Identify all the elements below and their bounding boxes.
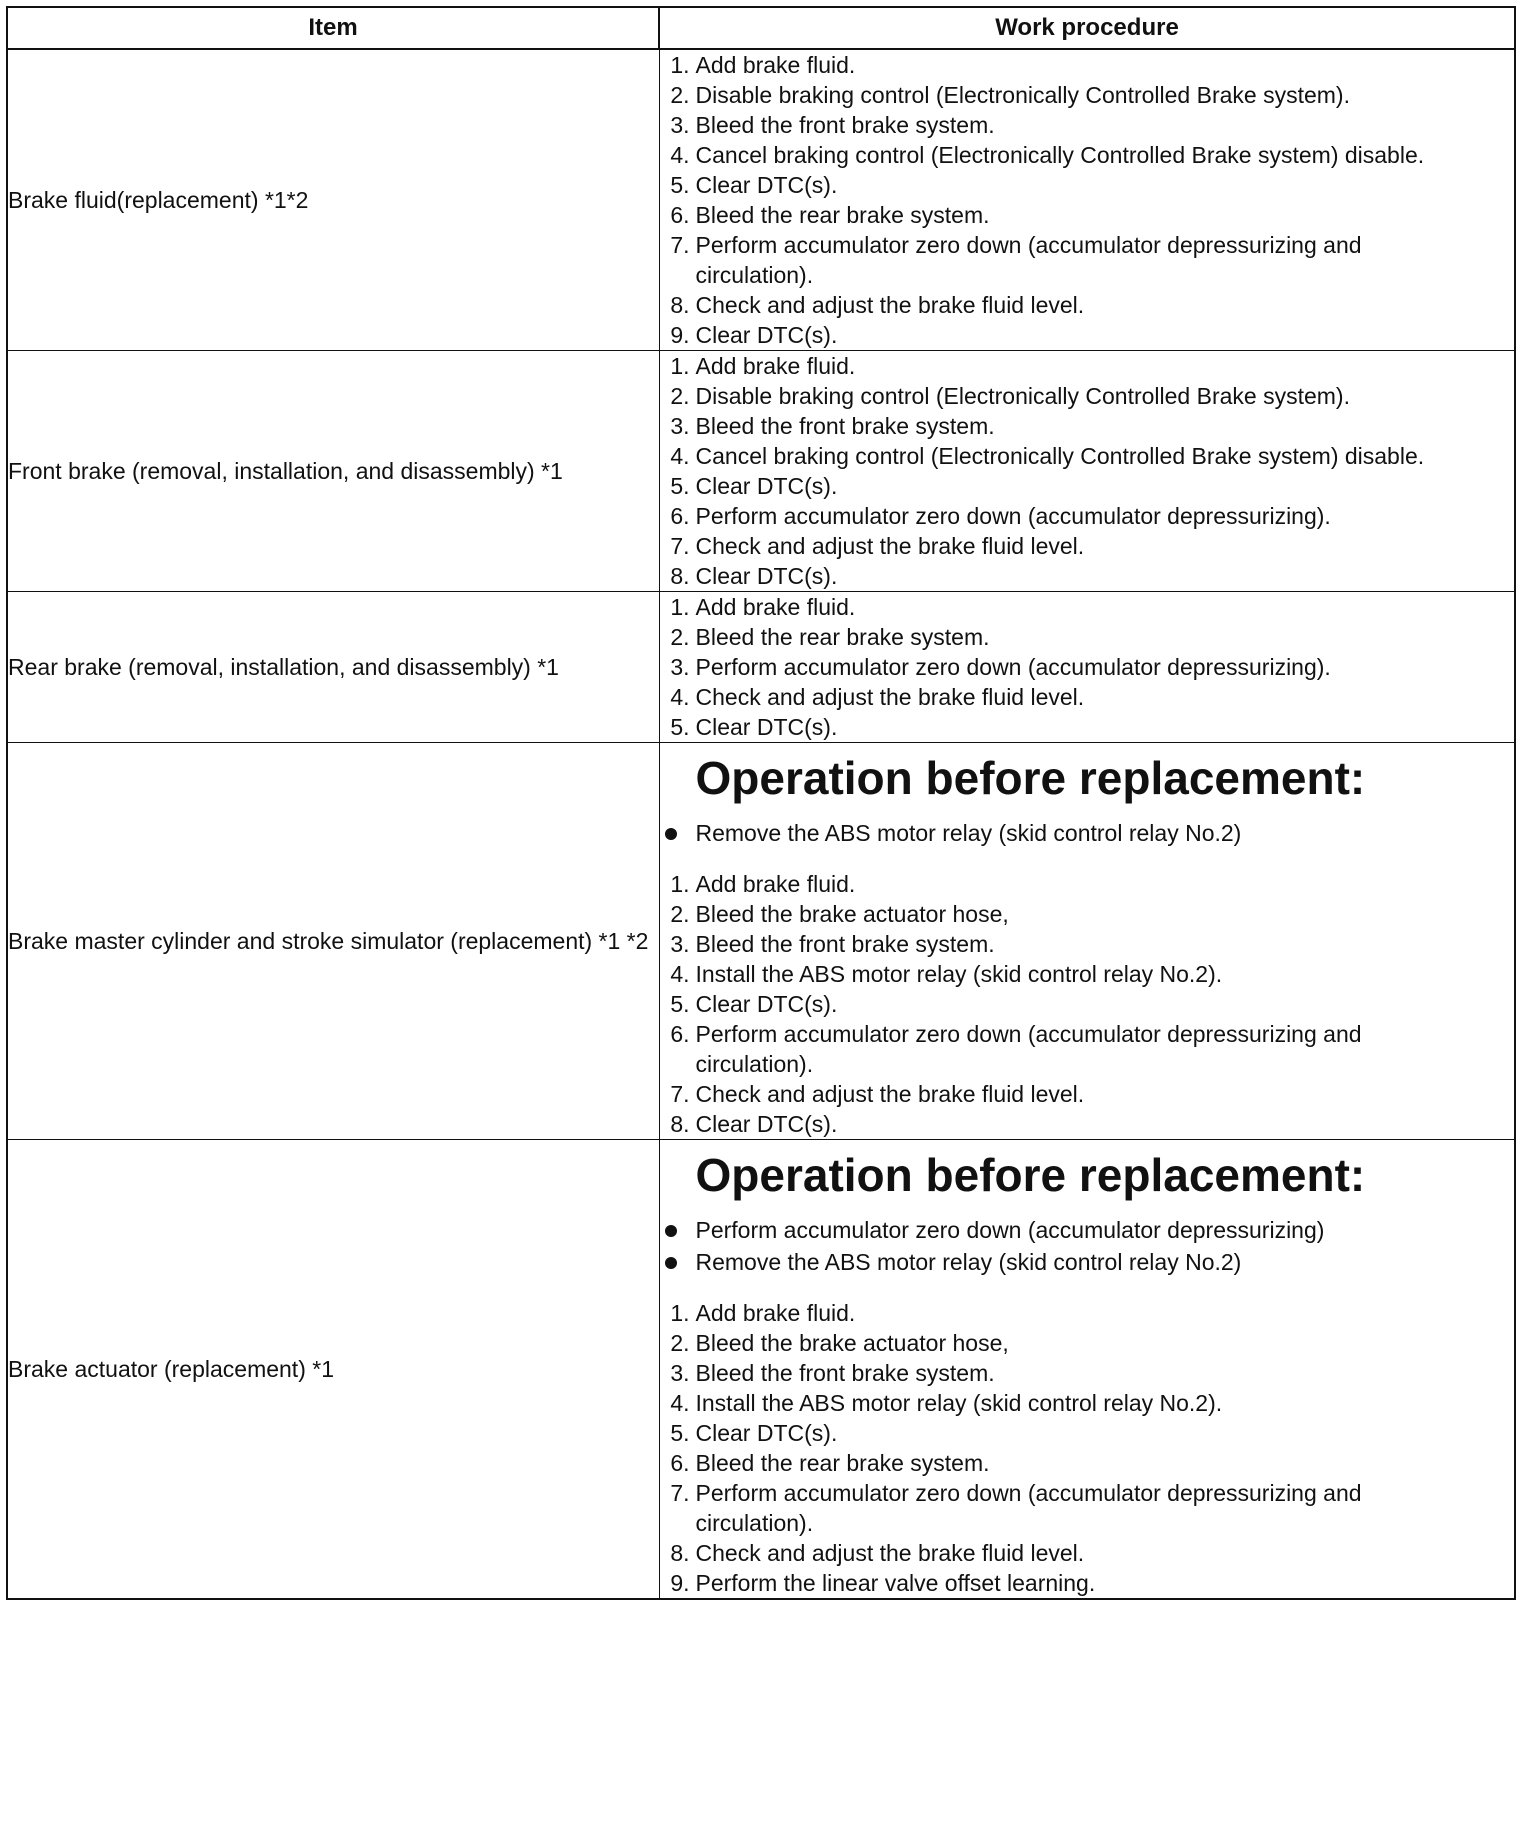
step-item bbox=[660, 1019, 1515, 1079]
procedure-cell bbox=[659, 592, 1515, 743]
step-list bbox=[660, 869, 1515, 1139]
step-text: Disable braking control (Electronically Controlled Brake system). bbox=[695, 82, 1350, 108]
step-number: 2. bbox=[670, 1330, 690, 1356]
step-number: 5. bbox=[670, 991, 690, 1017]
step-number: 6. bbox=[670, 503, 690, 529]
bullet-text: Remove the ABS motor relay (skid control relay No.2) bbox=[695, 820, 1242, 846]
operation-heading: Operation before replacement: bbox=[695, 1149, 1366, 1201]
step-text: Check and adjust the brake fluid level. bbox=[695, 1081, 1085, 1107]
step-text: Perform accumulator zero down (accumulator depressurizing). bbox=[695, 503, 1331, 529]
step-number: 4. bbox=[670, 142, 690, 168]
step-text: Install the ABS motor relay (skid control relay No.2). bbox=[695, 1390, 1223, 1416]
item-cell: Brake fluid(replacement) *1*2 bbox=[7, 49, 659, 351]
step-list bbox=[660, 1298, 1515, 1598]
step-text: Disable braking control (Electronically Controlled Brake system). bbox=[695, 383, 1350, 409]
step-item bbox=[660, 351, 1515, 381]
step-item bbox=[660, 80, 1515, 110]
step-number: 2. bbox=[670, 901, 690, 927]
step-number: 3. bbox=[670, 413, 690, 439]
step-text: Clear DTC(s). bbox=[695, 991, 838, 1017]
step-number: 3. bbox=[670, 112, 690, 138]
step-item bbox=[660, 471, 1515, 501]
table-row bbox=[7, 49, 1515, 351]
step-text: Bleed the rear brake system. bbox=[695, 202, 990, 228]
table-row bbox=[7, 1140, 1515, 1600]
step-item bbox=[660, 1538, 1515, 1568]
step-number: 7. bbox=[670, 1081, 690, 1107]
operation-heading: Operation before replacement: bbox=[695, 752, 1366, 804]
bullet-text: Perform accumulator zero down (accumulator depressurizing) bbox=[695, 1217, 1325, 1243]
step-item bbox=[660, 531, 1515, 561]
step-text: Clear DTC(s). bbox=[695, 473, 838, 499]
step-item bbox=[660, 230, 1515, 290]
step-text: Clear DTC(s). bbox=[695, 1420, 838, 1446]
procedure-cell bbox=[659, 743, 1515, 1140]
table-body bbox=[7, 49, 1515, 1599]
procedure-cell bbox=[659, 351, 1515, 592]
step-text: Perform accumulator zero down (accumulator depressurizing). bbox=[695, 654, 1331, 680]
step-number: 1. bbox=[670, 1300, 690, 1326]
bullet-dot-icon bbox=[665, 1257, 677, 1269]
step-item bbox=[660, 989, 1515, 1019]
step-number: 6. bbox=[670, 1021, 690, 1047]
step-item bbox=[660, 899, 1515, 929]
step-number: 4. bbox=[670, 1390, 690, 1416]
step-item bbox=[660, 929, 1515, 959]
step-number: 3. bbox=[670, 654, 690, 680]
bullet-item bbox=[660, 1246, 1515, 1278]
step-item bbox=[660, 1448, 1515, 1478]
step-item bbox=[660, 140, 1515, 170]
step-text: Perform accumulator zero down (accumulator depressurizing and circulation). bbox=[695, 232, 1362, 288]
step-text: Cancel braking control (Electronically Controlled Brake system) disable. bbox=[695, 142, 1425, 168]
step-item bbox=[660, 441, 1515, 471]
step-item bbox=[660, 561, 1515, 591]
table-row bbox=[7, 351, 1515, 592]
step-item bbox=[660, 200, 1515, 230]
step-text: Bleed the brake actuator hose, bbox=[695, 901, 1009, 927]
step-item bbox=[660, 50, 1515, 80]
step-number: 5. bbox=[670, 473, 690, 499]
step-item bbox=[660, 501, 1515, 531]
header-row bbox=[7, 7, 1515, 49]
step-item bbox=[660, 1388, 1515, 1418]
step-item bbox=[660, 381, 1515, 411]
step-number: 8. bbox=[670, 563, 690, 589]
step-number: 7. bbox=[670, 533, 690, 559]
step-number: 9. bbox=[670, 322, 690, 348]
step-item bbox=[660, 1568, 1515, 1598]
step-item bbox=[660, 652, 1515, 682]
step-text: Bleed the rear brake system. bbox=[695, 624, 990, 650]
step-text: Check and adjust the brake fluid level. bbox=[695, 533, 1085, 559]
procedure-cell bbox=[659, 49, 1515, 351]
step-item bbox=[660, 1298, 1515, 1328]
step-number: 3. bbox=[670, 931, 690, 957]
item-cell: Brake actuator (replacement) *1 bbox=[7, 1140, 659, 1600]
step-text: Check and adjust the brake fluid level. bbox=[695, 1540, 1085, 1566]
bullet-dot-icon bbox=[665, 828, 677, 840]
step-text: Perform accumulator zero down (accumulator depressurizing and circulation). bbox=[695, 1021, 1362, 1077]
step-item bbox=[660, 592, 1515, 622]
step-number: 1. bbox=[670, 52, 690, 78]
step-text: Clear DTC(s). bbox=[695, 322, 838, 348]
procedure-table bbox=[6, 6, 1516, 1600]
step-text: Install the ABS motor relay (skid control relay No.2). bbox=[695, 961, 1223, 987]
step-number: 6. bbox=[670, 202, 690, 228]
step-text: Perform accumulator zero down (accumulator depressurizing and circulation). bbox=[695, 1480, 1362, 1536]
step-text: Clear DTC(s). bbox=[695, 172, 838, 198]
step-text: Add brake fluid. bbox=[695, 871, 856, 897]
step-text: Add brake fluid. bbox=[695, 594, 856, 620]
step-number: 5. bbox=[670, 1420, 690, 1446]
step-text: Add brake fluid. bbox=[695, 1300, 856, 1326]
step-text: Clear DTC(s). bbox=[695, 714, 838, 740]
step-text: Bleed the front brake system. bbox=[695, 112, 995, 138]
step-number: 4. bbox=[670, 961, 690, 987]
header-item: Item bbox=[7, 7, 659, 49]
step-item bbox=[660, 1418, 1515, 1448]
step-text: Clear DTC(s). bbox=[695, 1111, 838, 1137]
procedure-cell bbox=[659, 1140, 1515, 1600]
step-list bbox=[660, 351, 1515, 591]
step-number: 4. bbox=[670, 684, 690, 710]
step-text: Bleed the front brake system. bbox=[695, 1360, 995, 1386]
step-text: Clear DTC(s). bbox=[695, 563, 838, 589]
step-number: 1. bbox=[670, 353, 690, 379]
step-number: 9. bbox=[670, 1570, 690, 1596]
step-item bbox=[660, 1478, 1515, 1538]
step-item bbox=[660, 959, 1515, 989]
step-item bbox=[660, 1328, 1515, 1358]
step-number: 1. bbox=[670, 871, 690, 897]
step-item bbox=[660, 1109, 1515, 1139]
step-item bbox=[660, 1079, 1515, 1109]
header-work-procedure: Work procedure bbox=[659, 7, 1515, 49]
bullet-item bbox=[660, 1214, 1515, 1246]
step-item bbox=[660, 170, 1515, 200]
step-item bbox=[660, 320, 1515, 350]
step-text: Add brake fluid. bbox=[695, 353, 856, 379]
step-text: Bleed the brake actuator hose, bbox=[695, 1330, 1009, 1356]
step-item bbox=[660, 622, 1515, 652]
item-cell: Front brake (removal, installation, and disassembly) *1 bbox=[7, 351, 659, 592]
step-item bbox=[660, 682, 1515, 712]
step-number: 7. bbox=[670, 232, 690, 258]
step-list bbox=[660, 50, 1515, 350]
step-item bbox=[660, 869, 1515, 899]
step-item bbox=[660, 110, 1515, 140]
bullet-item bbox=[660, 817, 1515, 849]
step-number: 6. bbox=[670, 1450, 690, 1476]
step-number: 1. bbox=[670, 594, 690, 620]
step-number: 5. bbox=[670, 714, 690, 740]
step-number: 4. bbox=[670, 443, 690, 469]
pre-operation-list bbox=[660, 1214, 1515, 1278]
bullet-dot-icon bbox=[665, 1225, 677, 1237]
item-cell: Brake master cylinder and stroke simulator (replacement) *1 *2 bbox=[7, 743, 659, 1140]
step-text: Add brake fluid. bbox=[695, 52, 856, 78]
step-number: 3. bbox=[670, 1360, 690, 1386]
step-number: 8. bbox=[670, 1540, 690, 1566]
step-text: Check and adjust the brake fluid level. bbox=[695, 292, 1085, 318]
step-item bbox=[660, 1358, 1515, 1388]
step-item bbox=[660, 290, 1515, 320]
step-text: Bleed the front brake system. bbox=[695, 413, 995, 439]
step-number: 2. bbox=[670, 624, 690, 650]
step-list bbox=[660, 592, 1515, 742]
table-row bbox=[7, 592, 1515, 743]
item-cell: Rear brake (removal, installation, and disassembly) *1 bbox=[7, 592, 659, 743]
step-text: Cancel braking control (Electronically Controlled Brake system) disable. bbox=[695, 443, 1425, 469]
step-text: Bleed the rear brake system. bbox=[695, 1450, 990, 1476]
step-text: Bleed the front brake system. bbox=[695, 931, 995, 957]
table-row bbox=[7, 743, 1515, 1140]
step-number: 8. bbox=[670, 1111, 690, 1137]
step-number: 2. bbox=[670, 383, 690, 409]
bullet-text: Remove the ABS motor relay (skid control relay No.2) bbox=[695, 1249, 1242, 1275]
step-text: Check and adjust the brake fluid level. bbox=[695, 684, 1085, 710]
step-item bbox=[660, 411, 1515, 441]
step-item bbox=[660, 712, 1515, 742]
step-number: 7. bbox=[670, 1480, 690, 1506]
step-number: 8. bbox=[670, 292, 690, 318]
step-text: Perform the linear valve offset learning. bbox=[695, 1570, 1096, 1596]
pre-operation-list bbox=[660, 817, 1515, 849]
step-number: 5. bbox=[670, 172, 690, 198]
step-number: 2. bbox=[670, 82, 690, 108]
